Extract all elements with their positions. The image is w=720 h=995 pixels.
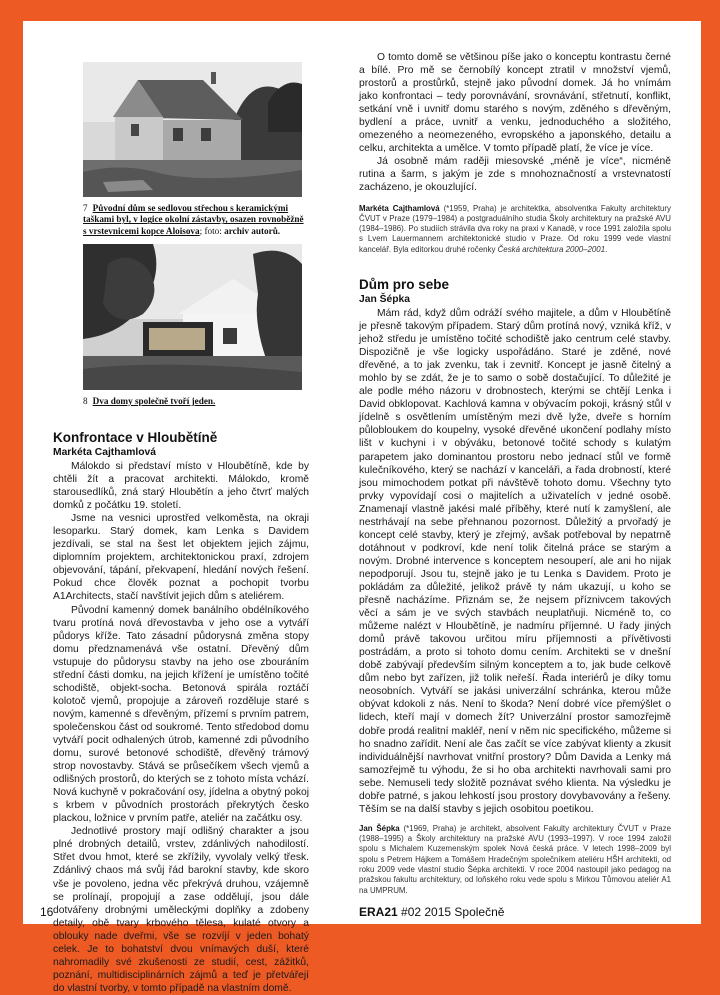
magazine-issue: #02 2015 Společně (401, 905, 505, 919)
article-1-paragraph: Málokdo si představí místo v Hloubětíně, kde by chtěli žít a pracovat architekti. Málokdo, kromě starousedlíků, zná starý Hloubětín a jeho čtvrť malých domků z počátku 19. století. (53, 461, 309, 512)
article-1-paragraph: O tomto domě se většinou píše jako o konceptu kontrastu černé a bílé. Pro mě se černobílý koncept ztratil v množství vjemů, prostorů a prostůrků, stejně jako původní domek. Já ho vnímám jako konfrontaci – tedy porovnávání, srovnávání, střetnutí, konflikt, setkání vně i uvnitř domu starého s novým, zděného s dřevěným, bydlení a práce, uvnitř a venku, jednoduchého a složitého, omezeného a neomezeného, evropského a japonského, detailu a celku, architekta a umělce. V tomto případě platí, že více je více. (359, 52, 671, 155)
article-1-paragraph: Jsme na vesnici uprostřed velkoměsta, na okraji lesoparku. Starý domek, kam Lenka s Davidem jezdívali, se stal na šest let objektem jejich zájmu, diplomním projektem, architektonickou praxí, zdrojem objevování, tápání, překvapení, hledání nových řešení. Pokud chce člověk poznat a pochopit tvorbu A1Architects, stačí navštívit jejich dům s ateliérem. (53, 513, 309, 603)
article-2-author: Jan Šépka (359, 294, 410, 305)
bio-author-name: Markéta Cajthamlová (359, 203, 440, 213)
article-1-paragraph: Jednotlivé prostory mají odlišný charakter a jsou plné drobných detailů, vrstev, zdánlivých nahodilostí. Střet dvou hmot, které se zkřížily, vyvolaly velký třesk. Zdánlivý chaos má svůj řád barokní stavby, kde skoro vše je povoleno, jedna věc překrývá druhou, vzájemně se prolínají, propojují a zase oddělují, jsou dále dotvářeny drobnými uměleckými doplňky a zdobeny detaily, obě tvary krbového tělesa, kulaté otvory a oblouky nade dveřmi, vše se rozvíjí v jeden bohatý celek. Je to bohatství dvou vnímavých duší, které nahromadily své zkušenosti ze studií, cest, zážitků, poznání, multidisciplinárních zájmů a teď je přetvářejí do vlastní tvorby, v tomto případě na vlastním domě. (53, 826, 309, 994)
article-2 (359, 277, 671, 896)
old-house-illustration (83, 62, 302, 197)
article-1-author-bio (359, 204, 671, 255)
photo-old-house (83, 62, 302, 197)
caption-credit: archiv autorů. (224, 225, 281, 236)
article-1-right-column (359, 51, 671, 255)
article-1-continuation (359, 51, 671, 195)
caption-number: 8 (83, 396, 88, 406)
caption-bold-text: Dva domy společně tvoří jeden. (92, 396, 216, 406)
two-houses-illustration (83, 244, 302, 390)
article-1-paragraph: Já osobně mám raději miesovské „méně je více“, nicméně rutina a šarm, s jakým je zde s mnohoznačností a vrstevnatostí zacházeno, je okouzlující. (359, 156, 671, 194)
article-1-title: Konfrontace v Hloubětíně (53, 430, 218, 445)
caption-separator: ; foto: (199, 225, 225, 236)
bio-author-name: Jan Šépka (359, 823, 400, 833)
photo-two-houses (83, 244, 302, 390)
article-1-paragraph: Původní kamenný domek banálního obdélníkového tvaru protíná nová dřevostavba v jeho ose a vytváří půdorys kříže. Tato zásadní půdorysná změna stopy domu předznamenává vše ostatní. Dřevěný dům vstupuje do půdorysu stavby na jeho ose zbouráním střední části domku, na jejich křížení je umístěno točité schodiště, objekt-socha. Betonová spirála roztáčí kolotoč vjemů, propojuje a zároveň rozděluje staré s novým, kamenné s dřevěným, přízemí s prvním patrem, společenskou část od soukromé. Tento středobod domu vytváří pocit odhalených útrob, kamenné zdi původního domu, surové betonové schodiště, dřevěný trámový strop novostavby. Stává se průsečíkem všech vjemů a odlišných prostorů, do kterých se z tohoto místa vchází. Nová kuchyně v pokračování osy, jídelna a obytný pokoj s krbem v původních prostorách překrytých česko plackou, ložnice v prvním patře, ateliér na začátku osy. (53, 604, 309, 825)
article-1-author: Markéta Cajthamlová (53, 447, 157, 458)
bio-text: (*1959, Praha) je architektka, absolventka Fakulty architektury ČVUT v Praze (1979–1984) a postgraduálního studia Školy architektury na pražské AVU (1984–1986). Po studiích strávila dva roky na praxi v Kanadě, v roce 1991 založila spolu s Lvem Lauermannem architektonické studio v Praze. Od roku 1999 vede vlastní kancelář. Byla editorkou druhé ročenky (359, 203, 672, 254)
caption-bold-text: Původní dům se sedlovou střechou s keramickými taškami byl, v logice okolní zástavby, osazen rovnoběžně s vrstevnicemi kopce Aloisova (83, 203, 304, 236)
magazine-name: ERA21 (359, 905, 398, 919)
bio-end: . (605, 244, 608, 254)
article-2-paragraph: Mám rád, když dům odráží svého majitele, a dům v Hloubětíně je přesně takovým případem. Starý dům protíná nový, vzniká kříž, v jehož středu je umístěno točité schodiště jako centrum celé stavby. Dispozičně je vše logicky uspořádáno. Staré je zděné, nové dřevěné, a to jak zvenku, tak i zevnitř. Koncept je jasně čitelný a mohlo by se zdát, že je to samo o sobě dostačující. To důležité je ale podle mého názoru v drobnostech, kterými se chtějí Lenka i David obklopovat. Kachlová kamna v obývacím pokoji, krásný stůl v jídelně s osvětlením umístěným mezi dvě lyže, dveře s horním půlobloukem do koupelny, vysoké dřevěné ukončení podlahy místo lišt v kuchyni i v obýváku, betonové točité schody s kulatým parapetem jako dominantou prostoru nebo jednací stůl ve formě kulečníkového, který se nachází v kanceláři, a řada drobností, které jsou mimochodem potkat při návštěvě tohoto domu. Všechny tyto prvky vypovídají cosi o majitelích a uživatelích v jedné osobě. Znamenají vlastně jakési malé příběhy, které nutí k zamyšlení, ale nestrhávají na sebe přehnanou pozornost. Důležitý a prvořadý je koncept celé stavby, který je zřejmý, avšak potřeboval by nepatrně dotáhnout v podkroví, kde není tolik čitelná práce se starým a novým. Drobné intervence s konceptem nesouperí, ale ani ho nijak nepodporují. Jsou tu, stejně jako je tu Lenka s Davidem. Proto je pokládám za důležité, jelikož právě ty nám ukazují, u koho se přesně nacházíme. Přiznám se, že nejsem příznivcem takových věcí a sám je ve svých stavbách neuplatňuji. Nicméně to, co můžeme nalézt v Hloubětíně, je nadmíru příjemné. U řady jiných domů právě takovou určitou míru příjemnosti a přívětivosti postrádám, a proto si tohoto domu cením. Architekti se v dnešní době zabývají především silným konceptem a to, jak bude celkově dům nebo byt zařízen, již tolik neřeší. Řada interiérů je díky tomu neosobních. Vytváří se jakási univerzální schránka, kterou může obývat kdokoli z nás. Není to škoda? Není dobré více přemýšlet o lidech, kteří mají v domech žít? Univerzální prostor samozřejmě dobře prodá realitní makléř, není v něm nic specifického, můžeme si ho snadno zařídit. Není ale čas začít se více zabývat klienty a zkusit individuálnější navrhovat vnitřní prostory? Dům Davida a Lenky má samozřejmě tu výhodu, že si ho oba architekti navrhovali sami pro sebe. Nemuseli tedy složitě poznávat svého klienta. Na výsledku je dobře patrné, s jakou lehkostí jsou prostory dovybavovány a řešeny. Těším se na další stavby s jejich osobitou poetikou. (359, 308, 671, 815)
article-1-body (53, 460, 309, 995)
photo-caption-8 (83, 396, 308, 407)
magazine-page (23, 21, 701, 994)
article-2-title: Dům pro sebe (359, 277, 450, 292)
magazine-footer (359, 905, 504, 919)
article-1-left-column (53, 430, 309, 995)
article-2-author-bio (359, 824, 671, 896)
page-number: 16 (40, 905, 54, 919)
bio-text: (*1969, Praha) je architekt, absolvent Fakulty architektury ČVUT v Praze (1988–1995) a Školy architektury na pražské AVU (1993–1997). V roce 1994 založil spolu s Michalem Kuzemenským spolek Nová česká práce. V letech 1998–2009 byl spolu s Petrem Hájkem a Tomášem Hradečným společníkem ateliéru HŠH architekti, od roku 2009 vede vlastní studio Šépka architekti. V roce 2004 nastoupil jako pedagog na pražskou fakultu architektury, od loňského roku vede spolu s Mirkou Tůmovou ateliér A1 na UMPRUM. (359, 823, 672, 895)
caption-number: 7 (83, 203, 88, 213)
photo-caption-7 (83, 203, 308, 237)
article-2-body (359, 307, 671, 816)
bio-publication: Česká architektura 2000–2001 (497, 244, 606, 254)
